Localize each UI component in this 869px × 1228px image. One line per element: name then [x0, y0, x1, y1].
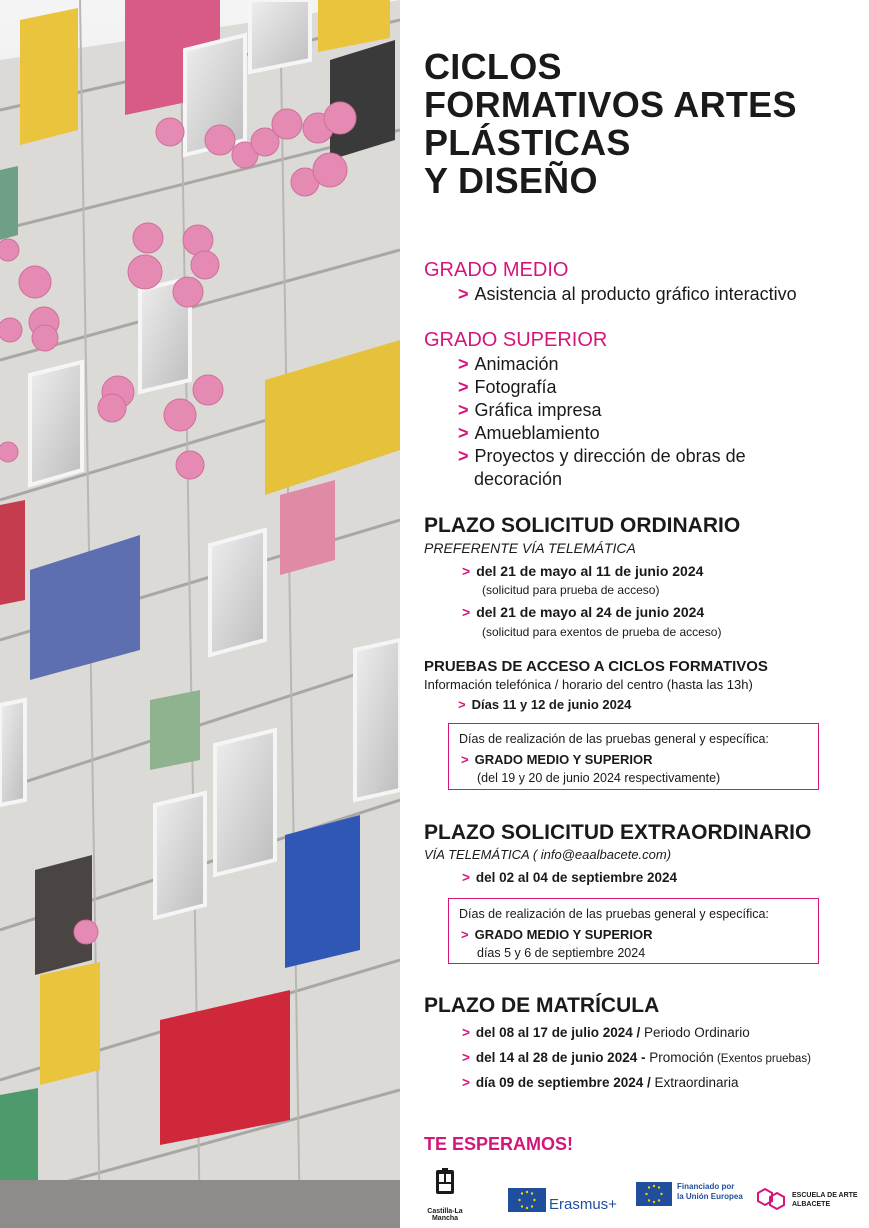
- extra-box: [448, 898, 819, 964]
- school-line-1: ESCUELA DE ARTE: [792, 1192, 858, 1199]
- item-label: Proyectos y dirección de obras de: [474, 446, 746, 466]
- date-label: Días 11 y 12 de junio 2024: [471, 697, 632, 712]
- ordinario-date-2: [462, 603, 704, 621]
- ordinario-note-2: (solicitud para exentos de prueba de acceso): [482, 625, 722, 639]
- school-line-2: ALBACETE: [792, 1201, 831, 1208]
- grado-medio-heading: GRADO MEDIO: [424, 259, 569, 281]
- matricula-heading: PLAZO DE MATRÍCULA: [424, 994, 660, 1017]
- clm-label: Castilla-La Mancha: [427, 1208, 463, 1222]
- hexagon-icon: [756, 1186, 790, 1212]
- chevron-right-icon: >: [461, 752, 469, 767]
- box-heading-label: GRADO MEDIO Y SUPERIOR: [474, 752, 653, 767]
- grado-superior-item: [458, 445, 746, 468]
- matricula-sep: -: [637, 1050, 650, 1065]
- title-line-1: CICLOS: [424, 46, 562, 87]
- pruebas-info: Información telefónica / horario del centro (hasta las 13h): [424, 677, 753, 692]
- matricula-date: día 09 de septiembre 2024: [475, 1075, 644, 1090]
- grado-superior-item: [458, 422, 600, 445]
- grado-superior-item: [458, 353, 559, 376]
- crest-icon: [420, 1168, 470, 1202]
- ordinario-date-1: [462, 562, 703, 580]
- eu-funding-line-1: Financiado por: [677, 1182, 735, 1191]
- title-line-4: Y DISEÑO: [424, 160, 598, 201]
- eu-funding-line-2: la Unión Europea: [677, 1192, 743, 1201]
- item-label: Amueblamiento: [474, 423, 600, 443]
- matricula-label: Promoción: [649, 1050, 714, 1065]
- date-label: del 21 de mayo al 24 de junio 2024: [476, 604, 705, 620]
- matricula-label: Extraordinaria: [654, 1075, 739, 1090]
- school-label: [792, 1191, 858, 1209]
- chevron-right-icon: >: [458, 377, 469, 397]
- matricula-row: [462, 1024, 750, 1042]
- building-photo: [0, 0, 400, 1228]
- erasmus-logo: [508, 1188, 630, 1216]
- item-label: Fotografía: [474, 377, 557, 397]
- title-line-2: FORMATIVOS ARTES: [424, 84, 797, 125]
- pruebas-heading: PRUEBAS DE ACCESO A CICLOS FORMATIVOS: [424, 658, 768, 675]
- extra-date: [462, 869, 677, 887]
- chevron-right-icon: >: [462, 1075, 470, 1090]
- extra-box-heading: [461, 926, 653, 944]
- grado-superior-heading: GRADO SUPERIOR: [424, 329, 608, 351]
- matricula-date: del 08 al 17 de julio 2024: [475, 1025, 633, 1040]
- chevron-right-icon: >: [458, 354, 469, 374]
- matricula-sep: /: [632, 1025, 644, 1040]
- chevron-right-icon: >: [461, 927, 469, 942]
- pruebas-box-heading: [461, 751, 653, 769]
- plazo-ordinario-heading: PLAZO SOLICITUD ORDINARIO: [424, 514, 741, 537]
- matricula-sep: /: [643, 1075, 655, 1090]
- eu-flag-icon: [636, 1182, 672, 1206]
- facade-illustration: [0, 0, 400, 1228]
- ordinario-note-1: (solicitud para prueba de acceso): [482, 583, 660, 597]
- eu-funding-label: [677, 1182, 743, 1202]
- page-title: [424, 48, 797, 200]
- date-label: del 21 de mayo al 11 de junio 2024: [476, 563, 704, 579]
- pruebas-box-intro: Días de realización de las pruebas general y específica:: [459, 732, 769, 746]
- chevron-right-icon: >: [458, 446, 469, 466]
- grado-superior-item: [458, 399, 602, 422]
- chevron-right-icon: >: [458, 423, 469, 443]
- pruebas-days: [458, 696, 631, 714]
- box-heading-label: GRADO MEDIO Y SUPERIOR: [474, 927, 653, 942]
- plazo-ordinario-subtitle: PREFERENTE VÍA TELEMÁTICA: [424, 540, 636, 556]
- chevron-right-icon: >: [458, 400, 469, 420]
- plazo-extra-subtitle: VÍA TELEMÁTICA ( info@eaalbacete.com): [424, 847, 672, 862]
- grado-medio-item: [458, 283, 797, 306]
- chevron-right-icon: >: [462, 604, 471, 620]
- castilla-la-mancha-logo: [420, 1168, 470, 1222]
- extra-box-note: días 5 y 6 de septiembre 2024: [477, 946, 646, 960]
- chevron-right-icon: >: [458, 697, 466, 712]
- matricula-row: [462, 1049, 811, 1068]
- chevron-right-icon: >: [462, 563, 471, 579]
- plazo-extra-heading: PLAZO SOLICITUD EXTRAORDINARIO: [424, 821, 812, 844]
- closing-text: TE ESPERAMOS!: [424, 1134, 574, 1154]
- grado-superior-item-continuation: decoración: [474, 469, 563, 489]
- escuela-arte-logo: [756, 1186, 856, 1216]
- matricula-row: [462, 1074, 739, 1092]
- item-label: Gráfica impresa: [474, 400, 602, 420]
- grado-superior-item: [458, 376, 557, 399]
- chevron-right-icon: >: [462, 1025, 470, 1040]
- chevron-right-icon: >: [462, 1050, 470, 1065]
- pruebas-box: [448, 723, 819, 790]
- chevron-right-icon: >: [462, 870, 470, 885]
- matricula-extra: (Exentos pruebas): [713, 1053, 811, 1065]
- pruebas-box-note: (del 19 y 20 de junio 2024 respectivamente): [477, 771, 721, 785]
- item-label: Animación: [474, 354, 559, 374]
- erasmus-label: Erasmus+: [549, 1196, 617, 1213]
- eu-funding-logo: [636, 1180, 748, 1210]
- chevron-right-icon: >: [458, 284, 469, 304]
- date-label: del 02 al 04 de septiembre 2024: [475, 870, 678, 885]
- matricula-date: del 14 al 28 de junio 2024: [475, 1050, 638, 1065]
- title-line-3: PLÁSTICAS: [424, 122, 631, 163]
- extra-box-intro: Días de realización de las pruebas general y específica:: [459, 907, 769, 921]
- matricula-label: Periodo Ordinario: [644, 1025, 750, 1040]
- eu-flag-icon: [508, 1188, 546, 1212]
- item-label: Asistencia al producto gráfico interactivo: [474, 284, 797, 304]
